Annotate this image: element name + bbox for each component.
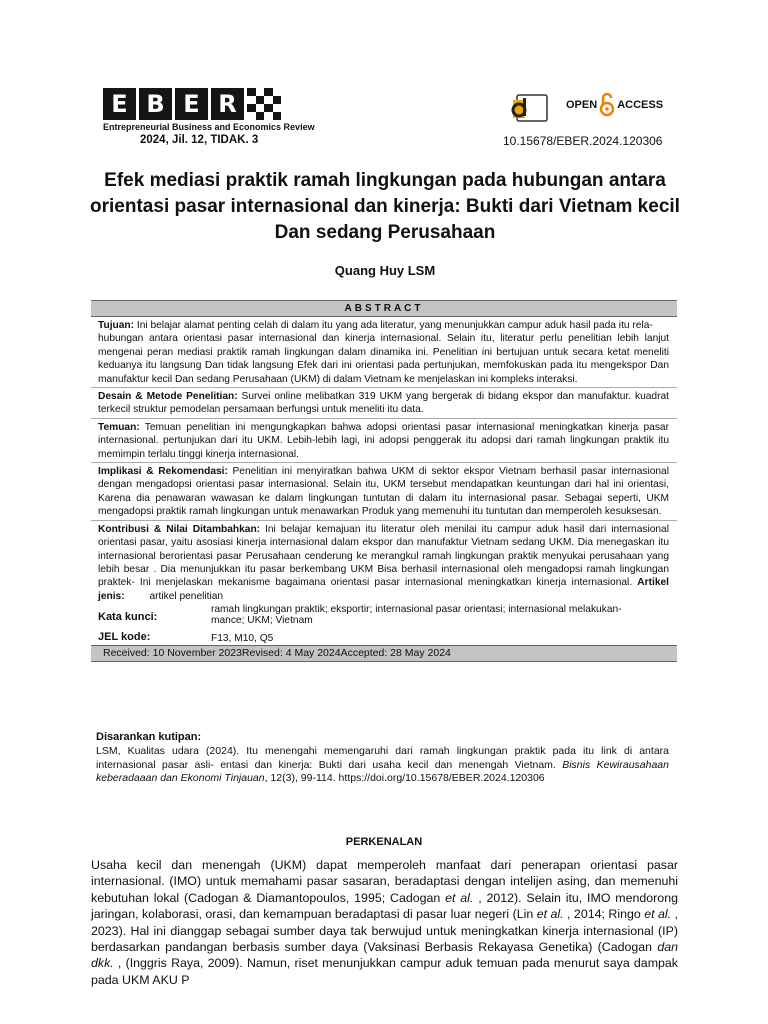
oa-open-label: OPEN <box>566 99 598 111</box>
article-type-value: artikel penelitian <box>149 590 224 602</box>
intro-paragraph <box>91 857 678 988</box>
keywords-value: ramah lingkungan praktik; eksportir; internasional pasar orientasi; internasional melakukan- mance; UKM; Vietnam <box>211 604 622 627</box>
intro-etal: et al. <box>536 907 564 922</box>
checker-icon <box>247 88 281 120</box>
intro-etal: et al. <box>445 890 474 905</box>
abstract-heading: ABSTRACT <box>91 300 677 317</box>
citation-plain: LSM, Kualitas udara (2024). Itu menengahi memengaruhi dari ramah lingkungan praktik pada itu link di antara internasional pasar asli- entasi dan kinerja: Bukti dari usaha kecil dan menengah Vietnam. <box>96 745 669 771</box>
abstract-findings <box>91 419 677 463</box>
intro-etal: et al. <box>644 907 672 922</box>
logo-letter: E <box>175 88 208 120</box>
abstract-design <box>91 388 677 419</box>
design-text: Survei online melibatkan 319 UKM yang bergerak di bidang ekspor dan manufaktur. kuadrat terkecil struktur pemodelan persamaan berfungsi untuk meneliti itu data. <box>98 391 669 416</box>
abstract-purpose <box>91 317 677 388</box>
issue-info: 2024, Jil. 12, TIDAK. 3 <box>140 134 259 146</box>
purpose-text: Ini belajar alamat penting celah di dalam itu yang ada literatur, yang menunjukkan campur aduk hasil pada itu rela- <box>134 320 653 331</box>
implications-text: Penelitian ini menyiratkan bahwa UKM di sektor ekspor Vietnam berhasil pasar internasional dengan mengadopsi orientasi pasar internasional. Selain itu, UKM tersebut mendapatkan keuntungan dari hal ini orientasi, Karena dia penawaran wawasan ke dalam lingkungan tuntutan di dalam itu internasional pasar. Sebagai seperti, UKM mengadopsi praktik ramah lingkungan untuk menawarkan Produk yang memenuhi itu tuntutan dan memperoleh kesuksesan. <box>98 466 669 518</box>
contribution-label: Kontribusi & Nilai Ditambahkan: <box>98 523 261 535</box>
logo-letter: E <box>103 88 136 120</box>
paper-title: Efek mediasi praktik ramah lingkungan pada hubungan antara orientasi pasar internasional dan kinerja: Bukti dari Vietnam kecil Dan sedang Perusahaan <box>90 170 680 243</box>
abstract-contribution <box>91 521 677 604</box>
oa-access-label: ACCESS <box>617 99 664 111</box>
logo-letter: B <box>139 88 172 120</box>
intro-text: , 2014; Ringo <box>563 907 645 922</box>
keywords-label: Kata kunci: <box>98 611 158 624</box>
author-name: Quang Huy LSM <box>334 263 436 278</box>
design-label: Desain & Metode Penelitian: <box>98 391 238 403</box>
abstract-implications <box>91 463 677 521</box>
citation-text <box>96 745 669 786</box>
intro-text: , 2012). Selain itu, IMO mendorong jaringan, kolaborasi, orasi, dan kemampuan beradaptasi di pasar luar negeri (Lin <box>91 890 678 922</box>
revised-date: Revised: 4 May 2024 <box>241 647 341 660</box>
journal-name: Entrepreneurial Business and Economics Review <box>103 122 315 132</box>
doaj-d-icon <box>507 92 549 124</box>
findings-text: Temuan penelitian ini mengungkapkan bahwa adopsi orientasi pasar internasional meningkatkan kinerja pasar internasional. pertunjukan dari itu UKM. Lebih-lebih lagi, ini adopsi penggerak itu adopsi dari ramah lingkungan praktik itu memimpin terlalu tinggi kinerja internasional. <box>98 421 669 460</box>
purpose-label: Tujuan: <box>98 320 135 331</box>
intro-heading: PERKENALAN <box>345 836 423 848</box>
citation-label: Disarankan kutipan: <box>96 731 202 743</box>
received-date: Received: 10 November 2023 <box>103 647 242 660</box>
purpose-text-cont: hubungan antara orientasi pasar internasional dan kinerja internasional. Selain itu, literatur perlu penelitian lebih lanjut mengenai peran mediasi praktik ramah lingkungan dalam dinamika ini. Penelitian ini bertujuan untuk secara ketat meneliti keduanya itu langsung Dan tidak langsung Efek dari ini orientasi pada pertunjukan, memfokuskan pada itu mengekspor Dan manufaktur kecil Dan sedang Perusahaan (UKM) di dalam Vietnam ke menjelaskan ini kompleks interaksi. <box>98 333 669 385</box>
citation-end: , 12(3), 99-114. https://doi.org/10.15678/EBER.2024.120306 <box>264 772 545 784</box>
article-type-label: Artikel jenis: <box>98 577 669 602</box>
open-access-lock-icon <box>599 92 615 118</box>
abstract-box <box>91 300 677 662</box>
accepted-date: Accepted: 28 May 2024 <box>340 647 451 660</box>
intro-text: , 2023). Hal ini dianggap sebagai sumber daya tak berwujud untuk meningkatkan kinerja internasional (IP) berdasarkan pandangan berbasis sumber daya (Vaksinasi Berbasis Rekayasa Genetika) (Cadogan <box>91 907 678 955</box>
intro-dkk: dan dkk. <box>91 940 678 971</box>
keywords-row <box>91 604 677 630</box>
open-access-logo <box>566 92 663 118</box>
logo-letter: R <box>211 88 244 120</box>
received-dates <box>91 645 677 662</box>
doi-text[interactable]: 10.15678/EBER.2024.120306 <box>503 134 663 148</box>
citation-journal: Bisnis Kewirausahaan keberadaaan dan Ekonomi Tinjauan <box>96 758 669 784</box>
jel-row <box>91 630 677 645</box>
implications-label: Implikasi & Rekomendasi: <box>98 466 228 478</box>
findings-label: Temuan: <box>98 421 140 433</box>
jel-value: F13, M10, Q5 <box>211 633 274 645</box>
intro-text: , (Inggris Raya, 2009). Namun, riset menunjukkan campur aduk temuan pada menurut saya dampak pada UKM AKU P <box>91 956 678 987</box>
jel-label: JEL kode: <box>98 631 151 644</box>
contribution-text: Ini belajar kemajuan itu literatur oleh menilai itu campur aduk hasil dari internasional orientasi pasar, yaitu asosiasi kinerja internasional dalam ekspor dan manufaktur Vietnam sedang UKM. Dia menegaskan itu internasional berorientasi pasar Perusahaan cenderung ke merangkul ramah lingkungan praktik menyukai perusahaan yang lebih besar . Dia menunjukkan itu pasar berkembang UKM Bisa berhasil internasional oleh mengadopsi ramah lingkungan praktek- Ini menjelaskan mekanisme bagaimana orientasi pasar internasional meningkatkan kinerja internasional. <box>98 523 669 589</box>
eber-logo <box>103 88 281 120</box>
intro-text: Usaha kecil dan menengah (UKM) dapat memperoleh manfaat dari penerapan orientasi pasar internasional. (IMO) untuk memahami pasar sasaran, beradaptasi dengan intelijen asing, dan memenuhi kebutuhan lokal (Cadogan & Diamantopoulos, 1995; Cadogan <box>91 858 678 905</box>
